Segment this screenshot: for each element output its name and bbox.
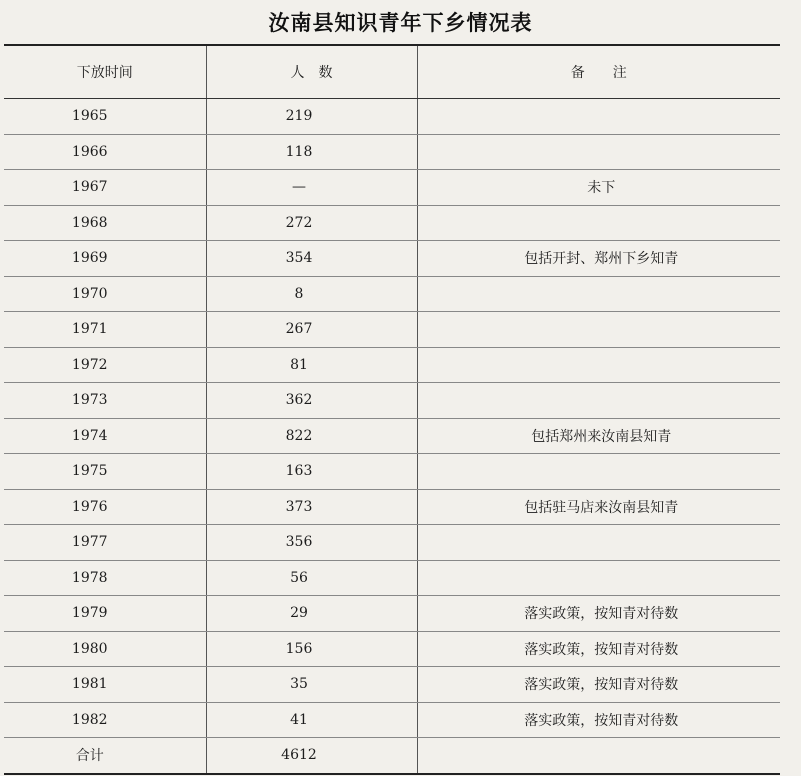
table-row (4, 383, 780, 419)
cell-year: 1982 (4, 702, 206, 738)
cell-count: 356 (206, 525, 417, 561)
cell-note: 落实政策，按知青对待数 (417, 631, 780, 667)
cell-year: 1975 (4, 454, 206, 490)
total-label: 合计 (75, 748, 104, 765)
cell-count: 354 (206, 241, 417, 277)
cell-year: 1981 (4, 667, 206, 703)
table-row (4, 205, 780, 241)
table-row (4, 525, 780, 561)
cell-count: — (206, 170, 417, 206)
table-row (4, 454, 780, 490)
cell-count: 29 (206, 596, 417, 632)
header-year: 下放时间 (4, 45, 206, 99)
cell-count: 8 (206, 276, 417, 312)
cell-note (417, 312, 780, 348)
cell-note (417, 525, 780, 561)
header-count: 人 数 (206, 45, 417, 99)
cell-year: 1966 (4, 134, 206, 170)
cell-note: 包括开封、郑州下乡知青 (417, 241, 780, 277)
table-row (4, 418, 780, 454)
table-row (4, 489, 780, 525)
cell-year: 1973 (4, 383, 206, 419)
cell-note (417, 276, 780, 312)
cell-year: 1976 (4, 489, 206, 525)
cell-year: 1979 (4, 596, 206, 632)
table-row (4, 631, 780, 667)
table-row (4, 667, 780, 703)
cell-note (417, 560, 780, 596)
youth-sentdown-table (4, 44, 780, 775)
cell-year: 1972 (4, 347, 206, 383)
table-header-row (4, 45, 780, 99)
table-row (4, 241, 780, 277)
table-row (4, 170, 780, 206)
cell-note: 未下 (417, 170, 780, 206)
cell-count: 41 (206, 702, 417, 738)
cell-count: 272 (206, 205, 417, 241)
cell-note (417, 454, 780, 490)
table-row (4, 276, 780, 312)
table-row (4, 347, 780, 383)
table-row (4, 596, 780, 632)
page-title: 汝南县知识青年下乡情况表 (268, 11, 533, 35)
cell-count: 35 (206, 667, 417, 703)
cell-note (417, 99, 780, 135)
cell-year: 1965 (4, 99, 206, 135)
cell-count: 362 (206, 383, 417, 419)
header-note: 备 注 (417, 45, 780, 99)
cell-note (417, 134, 780, 170)
total-row (4, 738, 780, 774)
cell-year: 1977 (4, 525, 206, 561)
cell-count: 163 (206, 454, 417, 490)
cell-count: 81 (206, 347, 417, 383)
cell-year: 1967 (4, 170, 206, 206)
cell-note (417, 347, 780, 383)
cell-note (417, 383, 780, 419)
cell-count: 156 (206, 631, 417, 667)
cell-note: 包括郑州来汝南县知青 (417, 418, 780, 454)
cell-count: 219 (206, 99, 417, 135)
cell-count: 118 (206, 134, 417, 170)
cell-note: 落实政策，按知青对待数 (417, 596, 780, 632)
total-note (417, 738, 780, 774)
cell-year: 1968 (4, 205, 206, 241)
cell-count: 373 (206, 489, 417, 525)
cell-year: 1980 (4, 631, 206, 667)
table-row (4, 99, 780, 135)
table-row (4, 312, 780, 348)
total-count: 4612 (206, 738, 417, 774)
cell-note: 包括驻马店来汝南县知青 (417, 489, 780, 525)
cell-note: 落实政策，按知青对待数 (417, 667, 780, 703)
cell-count: 56 (206, 560, 417, 596)
table-row (4, 560, 780, 596)
cell-year: 1969 (4, 241, 206, 277)
cell-year: 1974 (4, 418, 206, 454)
cell-count: 822 (206, 418, 417, 454)
cell-year: 1978 (4, 560, 206, 596)
cell-count: 267 (206, 312, 417, 348)
cell-year: 1970 (4, 276, 206, 312)
cell-year: 1971 (4, 312, 206, 348)
cell-note (417, 205, 780, 241)
cell-note: 落实政策，按知青对待数 (417, 702, 780, 738)
table-row (4, 702, 780, 738)
table-row (4, 134, 780, 170)
